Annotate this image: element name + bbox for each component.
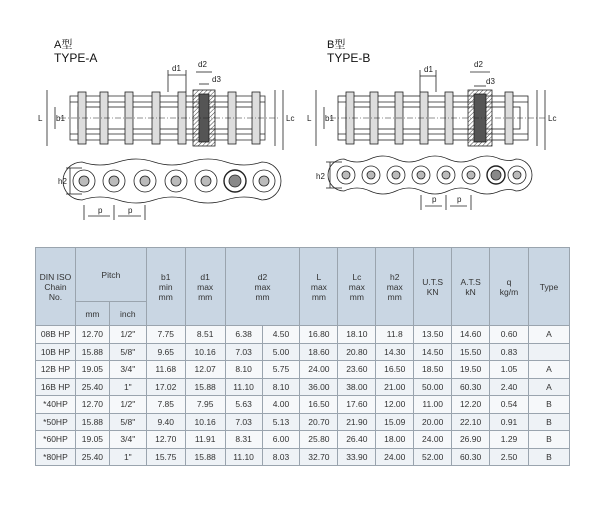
table-row	[36, 378, 570, 396]
cell-ats: 14.60	[452, 326, 490, 344]
chain-drawings	[0, 0, 602, 240]
cell-chain-no: 12B HP	[36, 361, 76, 379]
cell-h2: 18.00	[376, 431, 414, 449]
cell-b1: 9.65	[146, 343, 185, 361]
cell-Lc: 18.10	[338, 326, 376, 344]
cell-b1: 9.40	[146, 413, 185, 431]
cell-h2: 11.8	[376, 326, 414, 344]
cell-pitch-mm: 19.05	[75, 431, 109, 449]
header-Lc: Lc max mm	[338, 248, 376, 326]
cell-b1: 7.85	[146, 396, 185, 414]
cell-L: 25.80	[300, 431, 338, 449]
cell-d1: 12.07	[185, 361, 225, 379]
cell-d3: 5.75	[262, 361, 300, 379]
type-b-cn-label: B型	[327, 39, 346, 51]
cell-d1: 10.16	[185, 413, 225, 431]
cell-chain-no: *50HP	[36, 413, 76, 431]
cell-type: B	[528, 448, 569, 466]
cell-Lc: 26.40	[338, 431, 376, 449]
chain-spec-table	[35, 247, 570, 466]
cell-uts: 11.00	[414, 396, 452, 414]
cell-Lc: 23.60	[338, 361, 376, 379]
header-b1: b1 min mm	[146, 248, 185, 326]
cell-ats: 26.90	[452, 431, 490, 449]
type-b-b1-label: b1	[325, 114, 334, 123]
cell-q: 0.83	[490, 343, 529, 361]
cell-d1: 10.16	[185, 343, 225, 361]
cell-L: 16.80	[300, 326, 338, 344]
cell-d3: 5.00	[262, 343, 300, 361]
table-row	[36, 361, 570, 379]
header-h2: h2 max mm	[376, 248, 414, 326]
cell-d3: 4.00	[262, 396, 300, 414]
type-b-d3-label: d3	[486, 77, 495, 86]
cell-h2: 15.09	[376, 413, 414, 431]
cell-q: 1.29	[490, 431, 529, 449]
cell-type: A	[528, 326, 569, 344]
type-a-h2-label: h2	[58, 177, 67, 186]
header-pitch-inch: inch	[109, 302, 146, 326]
cell-uts: 18.50	[414, 361, 452, 379]
cell-uts: 50.00	[414, 378, 452, 396]
cell-ats: 15.50	[452, 343, 490, 361]
cell-pitch-mm: 19.05	[75, 361, 109, 379]
cell-b1: 17.02	[146, 378, 185, 396]
cell-h2: 14.30	[376, 343, 414, 361]
cell-b1: 7.75	[146, 326, 185, 344]
cell-d1: 7.95	[185, 396, 225, 414]
header-q: q kg/m	[490, 248, 529, 326]
cell-uts: 13.50	[414, 326, 452, 344]
cell-type	[528, 343, 569, 361]
header-d1: d1 max mm	[185, 248, 225, 326]
cell-L: 20.70	[300, 413, 338, 431]
cell-type: B	[528, 431, 569, 449]
type-a-en-label: TYPE-A	[54, 51, 98, 65]
type-b-p1-label: p	[432, 195, 437, 204]
type-b-Lc-label: Lc	[548, 114, 557, 123]
cell-L: 36.00	[300, 378, 338, 396]
cell-type: B	[528, 396, 569, 414]
type-a-p2-label: p	[128, 206, 133, 215]
cell-d1: 11.91	[185, 431, 225, 449]
cell-ats: 22.10	[452, 413, 490, 431]
cell-h2: 12.00	[376, 396, 414, 414]
header-ats: A.T.S kN	[452, 248, 490, 326]
cell-d2: 7.03	[225, 343, 262, 361]
cell-ats: 19.50	[452, 361, 490, 379]
cell-L: 18.60	[300, 343, 338, 361]
cell-q: 0.54	[490, 396, 529, 414]
cell-b1: 12.70	[146, 431, 185, 449]
cell-pitch-mm: 15.88	[75, 343, 109, 361]
cell-L: 24.00	[300, 361, 338, 379]
cell-pitch-inch: 5/8"	[109, 413, 146, 431]
type-a-cn-label: A型	[54, 39, 73, 51]
table-row	[36, 448, 570, 466]
cell-pitch-inch: 5/8"	[109, 343, 146, 361]
type-a-L-label: L	[38, 114, 43, 123]
cell-ats: 60.30	[452, 378, 490, 396]
cell-d1: 15.88	[185, 378, 225, 396]
cell-uts: 20.00	[414, 413, 452, 431]
cell-q: 2.40	[490, 378, 529, 396]
cell-d3: 8.10	[262, 378, 300, 396]
type-a-b1-label: b1	[56, 114, 65, 123]
cell-pitch-mm: 12.70	[75, 326, 109, 344]
cell-d1: 15.88	[185, 448, 225, 466]
spec-table-body	[36, 326, 570, 466]
header-type: Type	[528, 248, 569, 326]
type-b-d1-label: d1	[424, 65, 433, 74]
type-a-d2-label: d2	[198, 60, 207, 69]
cell-L: 32.70	[300, 448, 338, 466]
cell-d2: 6.38	[225, 326, 262, 344]
type-b-side-view	[326, 156, 532, 210]
cell-type: B	[528, 413, 569, 431]
cell-d2: 8.31	[225, 431, 262, 449]
type-a-d3-label: d3	[212, 75, 221, 84]
cell-q: 0.91	[490, 413, 529, 431]
cell-h2: 24.00	[376, 448, 414, 466]
cell-uts: 52.00	[414, 448, 452, 466]
header-d2: d2 max mm	[225, 248, 300, 326]
cell-b1: 11.68	[146, 361, 185, 379]
cell-chain-no: *60HP	[36, 431, 76, 449]
header-uts: U.T.S KN	[414, 248, 452, 326]
cell-chain-no: *40HP	[36, 396, 76, 414]
cell-h2: 21.00	[376, 378, 414, 396]
cell-d1: 8.51	[185, 326, 225, 344]
type-a-d1-label: d1	[172, 64, 181, 73]
cell-q: 0.60	[490, 326, 529, 344]
cell-ats: 60.30	[452, 448, 490, 466]
type-a-Lc-label: Lc	[286, 114, 295, 123]
type-b-top-view	[316, 70, 545, 150]
type-b-d2-label: d2	[474, 60, 483, 69]
cell-d2: 11.10	[225, 448, 262, 466]
cell-Lc: 21.90	[338, 413, 376, 431]
cell-d2: 7.03	[225, 413, 262, 431]
cell-d2: 11.10	[225, 378, 262, 396]
type-b-p2-label: p	[457, 195, 462, 204]
cell-q: 2.50	[490, 448, 529, 466]
header-pitch-mm: mm	[75, 302, 109, 326]
cell-d3: 4.50	[262, 326, 300, 344]
type-b-h2-label: h2	[316, 172, 325, 181]
cell-pitch-inch: 1/2"	[109, 326, 146, 344]
cell-d3: 8.03	[262, 448, 300, 466]
cell-d2: 5.63	[225, 396, 262, 414]
cell-d3: 5.13	[262, 413, 300, 431]
cell-type: A	[528, 361, 569, 379]
cell-type: A	[528, 378, 569, 396]
cell-pitch-inch: 3/4"	[109, 431, 146, 449]
cell-pitch-inch: 1"	[109, 448, 146, 466]
type-b-en-label: TYPE-B	[327, 51, 371, 65]
type-a-top-view	[47, 70, 283, 150]
cell-pitch-inch: 3/4"	[109, 361, 146, 379]
header-chain-no: DIN ISO Chain No.	[36, 248, 76, 326]
cell-Lc: 20.80	[338, 343, 376, 361]
cell-ats: 12.20	[452, 396, 490, 414]
cell-chain-no: 08B HP	[36, 326, 76, 344]
cell-pitch-inch: 1"	[109, 378, 146, 396]
table-row	[36, 396, 570, 414]
cell-chain-no: 10B HP	[36, 343, 76, 361]
type-a-side-view	[63, 159, 281, 220]
cell-b1: 15.75	[146, 448, 185, 466]
type-b-L-label: L	[307, 114, 312, 123]
cell-L: 16.50	[300, 396, 338, 414]
table-row	[36, 326, 570, 344]
cell-h2: 16.50	[376, 361, 414, 379]
cell-q: 1.05	[490, 361, 529, 379]
table-row	[36, 413, 570, 431]
header-L: L max mm	[300, 248, 338, 326]
cell-chain-no: 16B HP	[36, 378, 76, 396]
cell-pitch-mm: 25.40	[75, 448, 109, 466]
cell-chain-no: *80HP	[36, 448, 76, 466]
cell-d3: 6.00	[262, 431, 300, 449]
header-pitch: Pitch	[75, 248, 146, 302]
cell-uts: 24.00	[414, 431, 452, 449]
cell-pitch-mm: 15.88	[75, 413, 109, 431]
cell-Lc: 17.60	[338, 396, 376, 414]
cell-uts: 14.50	[414, 343, 452, 361]
cell-Lc: 38.00	[338, 378, 376, 396]
table-row	[36, 343, 570, 361]
cell-pitch-inch: 1/2"	[109, 396, 146, 414]
cell-Lc: 33.90	[338, 448, 376, 466]
cell-pitch-mm: 12.70	[75, 396, 109, 414]
type-a-p1-label: p	[98, 206, 103, 215]
cell-d2: 8.10	[225, 361, 262, 379]
table-row	[36, 431, 570, 449]
cell-pitch-mm: 25.40	[75, 378, 109, 396]
